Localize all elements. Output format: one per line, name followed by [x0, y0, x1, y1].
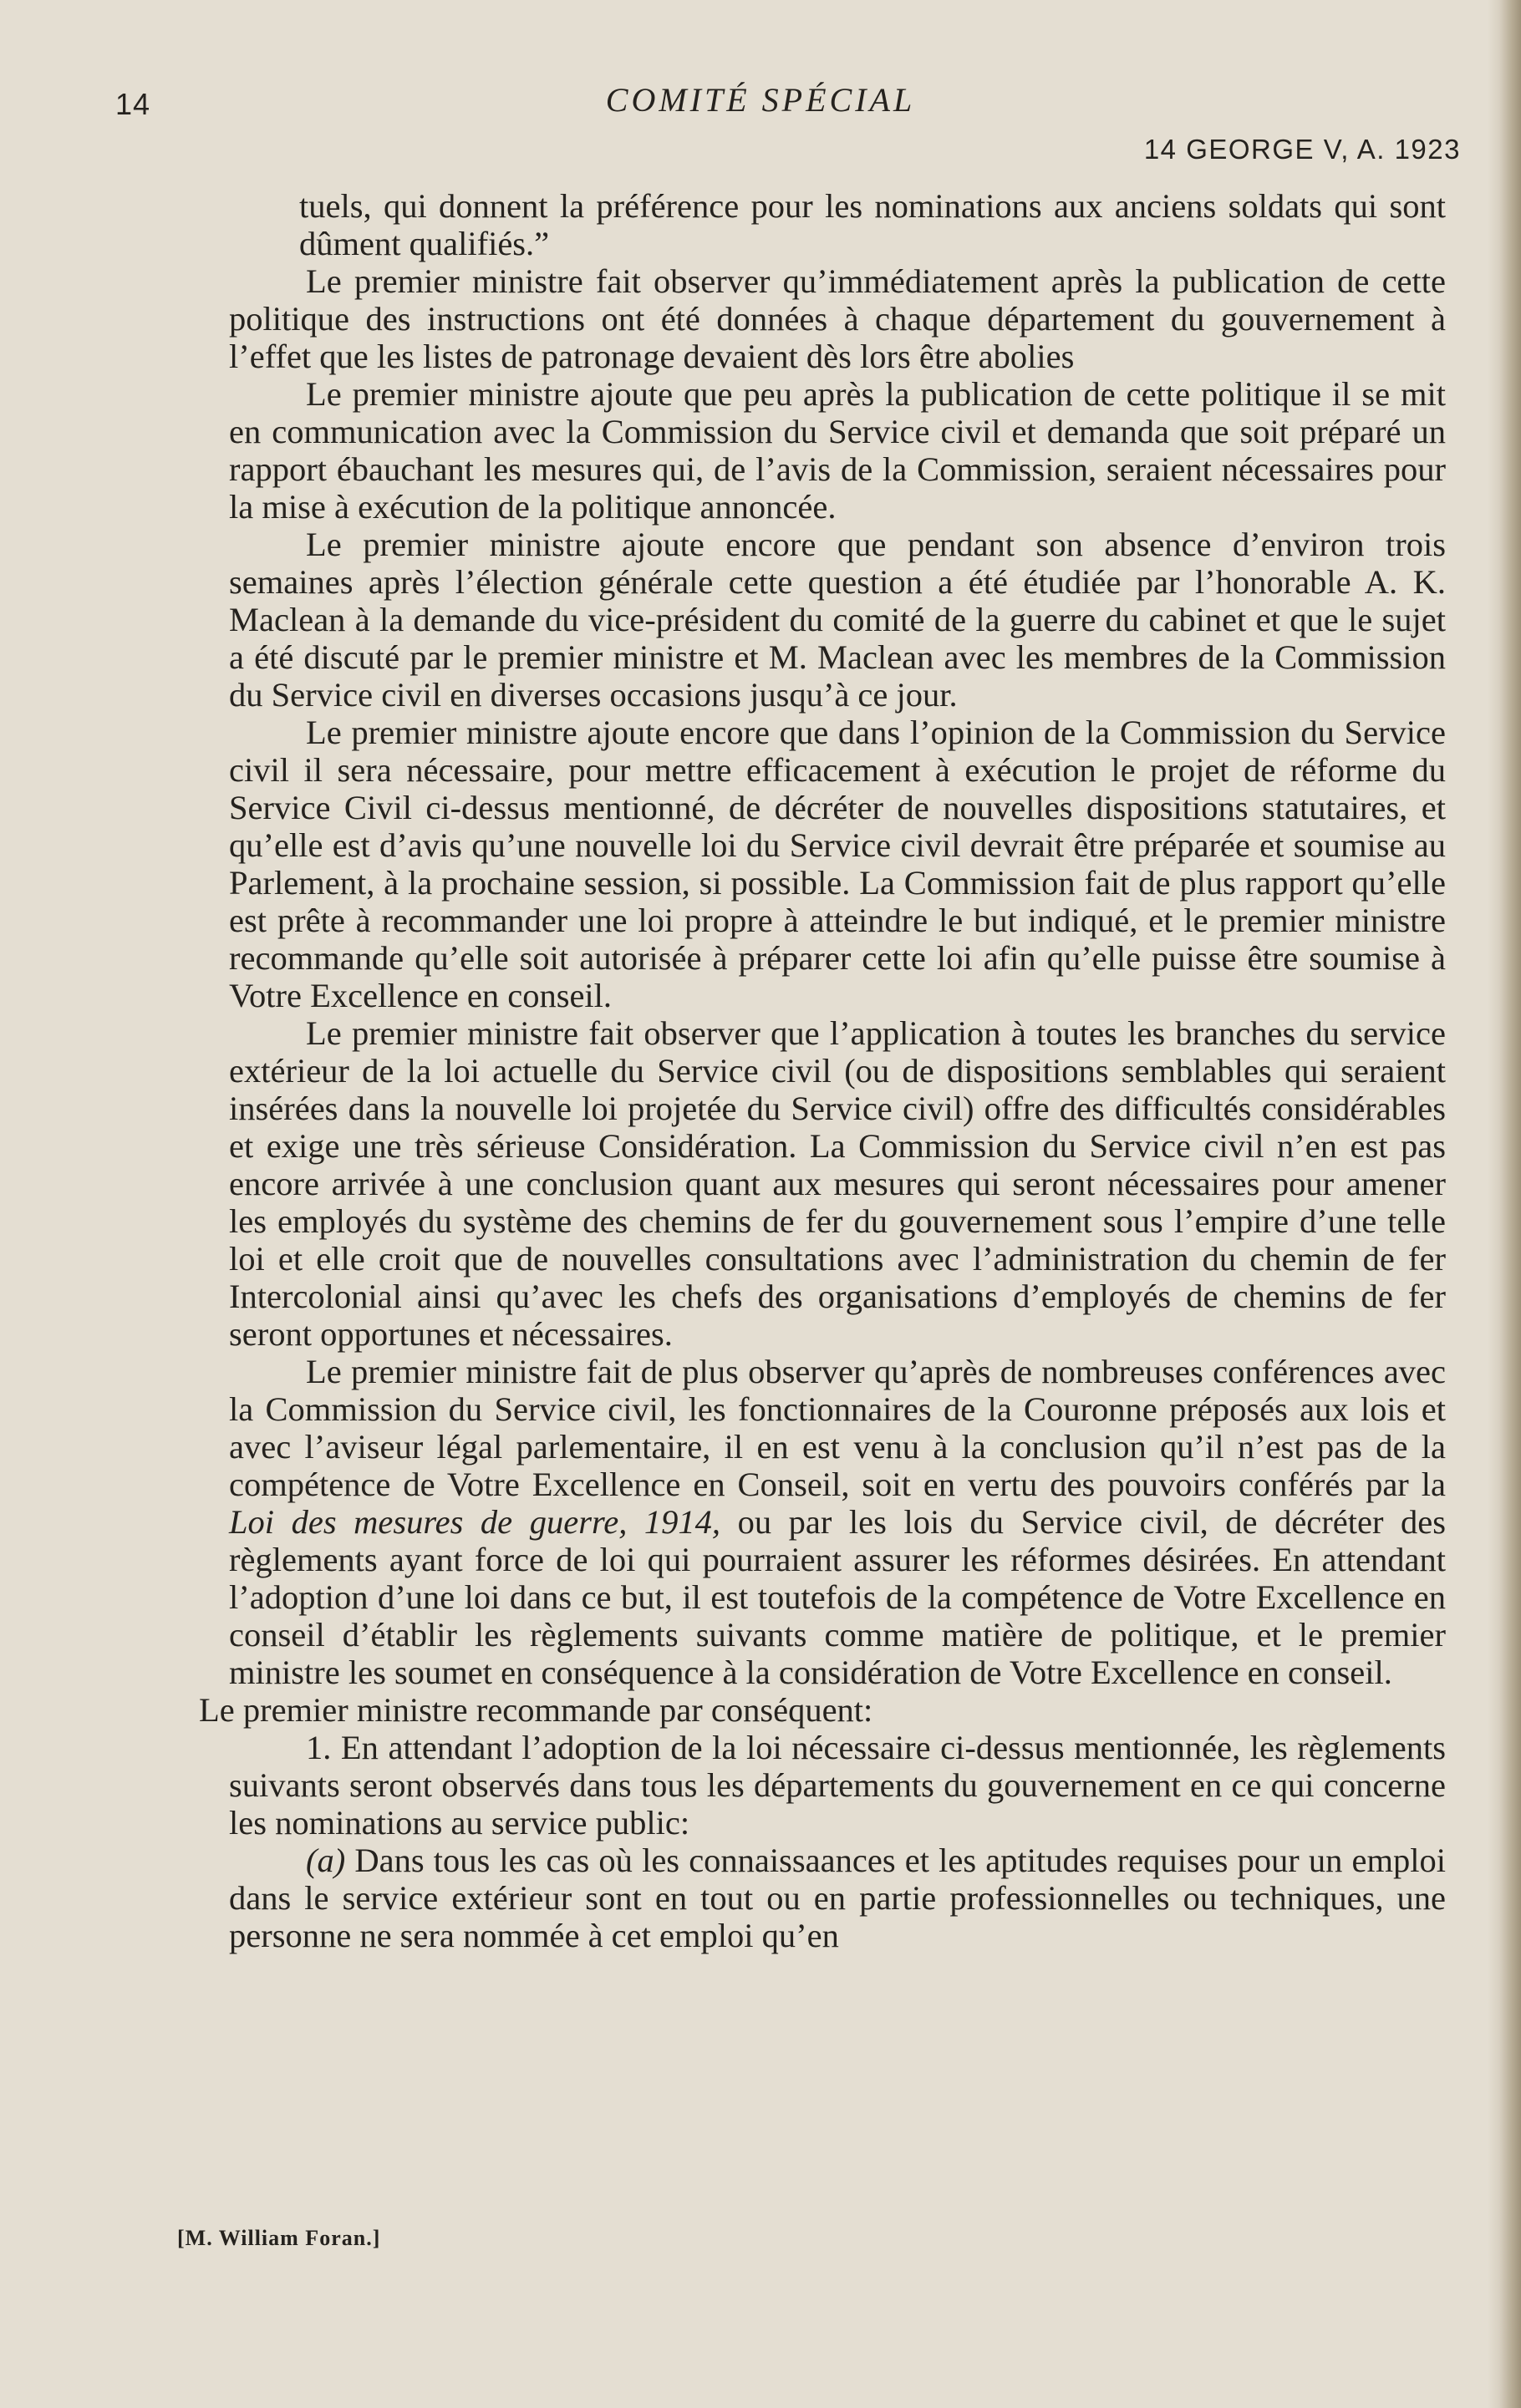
numbered-clause: 1. En attendant l’adoption de la loi nécessaire ci-dessus mentionnée, les règlements suivants seront observés dans tous les départements du gouvernement en ce qui concerne les nominations au service public: — [229, 1729, 1446, 1842]
clause-text: Dans tous les cas où les connaissaances et les aptitudes requises pour un emploi dans le service extérieur sont en tout ou en partie professionnelles ou techniques, une personne ne sera nommée à cet emploi qu’en — [229, 1842, 1446, 1954]
paragraph: Le premier ministre ajoute encore que pendant son absence d’environ trois semaines après l’élection générale cette question a été étudiée par l’honorable A. K. Maclean à la demande du vice-président du comité de la guerre du cabinet et que le sujet a été discuté par le premier ministre et M. Maclean avec les membres de la Commission du Service civil en diverses occasions jusqu’à ce jour. — [229, 526, 1446, 714]
paragraph-continuation: tuels, qui donnent la préférence pour les nominations aux anciens soldats qui sont dûment qualifiés.” — [299, 187, 1446, 262]
page-number: 14 — [115, 87, 151, 121]
session-reference: 14 GEORGE V, A. 1923 — [1143, 134, 1461, 165]
paragraph — [229, 1353, 1446, 1691]
page-edge-shadow — [1488, 0, 1521, 2408]
act-title: Loi des mesures de guerre, 1914, — [229, 1503, 721, 1541]
paragraph: Le premier ministre ajoute que peu après la publication de cette politique il se mit en communication avec la Commission du Service civil et demanda que soit préparé un rapport ébauchant les mesures qui, de l’avis de la Commission, seraient nécessaires pour la mise à exécution de la politique annoncée. — [229, 375, 1446, 526]
paragraph: Le premier ministre fait observer qu’immédiatement après la publication de cette politique des instructions ont été données à chaque département du gouvernement à l’effet que les listes de patronage devaient dès lors être abolies — [229, 262, 1446, 375]
running-head: COMITÉ SPÉCIAL — [605, 81, 916, 119]
recommendation-intro: Le premier ministre recommande par conséquent: — [199, 1691, 873, 1729]
body-text — [199, 187, 1446, 1954]
footer-attribution: [M. William Foran.] — [177, 2226, 381, 2250]
paragraph-text: Le premier ministre fait de plus observer qu’après de nombreuses conférences avec la Commission du Service civil, les fonctionnaires de la Couronne préposés aux lois et avec l’aviseur légal parlementaire, il en est venu à la conclusion qu’il n’est pas de la compétence de Votre Excellence en Conseil, soit en vertu des pouvoirs conférés par la — [229, 1353, 1446, 1503]
paragraph: Le premier ministre ajoute encore que dans l’opinion de la Commission du Service civil il sera nécessaire, pour mettre efficacement à exécution le projet de réforme du Service Civil ci-dessus mentionné, de décréter de nouvelles dispositions statutaires, et qu’elle est d’avis qu’une nouvelle loi du Service civil devrait être préparée et soumise au Parlement, à la prochaine session, si possible. La Commission fait de plus rapport qu’elle est prête à recommander une loi propre à atteindre le but indiqué, et le premier ministre recommande qu’elle soit autorisée à préparer cette loi afin qu’elle puisse être soumise à Votre Excellence en conseil. — [229, 714, 1446, 1014]
paragraph: Le premier ministre fait observer que l’application à toutes les branches du service extérieur de la loi actuelle du Service civil (ou de dispositions semblables qui seraient insérées dans la nouvelle loi projetée du Service civil) offre des difficultés considérables et exige une très sérieuse Considération. La Commission du Service civil n’en est pas encore arrivée à une conclusion quant aux mesures qui seront nécessaires pour amener les employés du système des chemins de fer du gouvernement sous l’empire d’une telle loi et elle croit que de nouvelles consultations avec l’administration du chemin de fer Intercolonial ainsi qu’avec les chefs des organisations d’employés de chemins de fer seront opportunes et nécessaires. — [229, 1014, 1446, 1353]
clause-label: (a) — [306, 1842, 346, 1879]
lettered-clause — [229, 1842, 1446, 1954]
paragraph-text: ou par les lois du Service civil, de décréter des règlements ayant force de loi qui pourraient assurer les réformes désirées. En attendant l’adoption d’une loi dans ce but, il est toutefois de la compétence de Votre Excellence en conseil d’établir les règlements suivants comme matière de politique, et le premier ministre les soumet en conséquence à la considération de Votre Excellence en conseil. — [229, 1503, 1446, 1691]
